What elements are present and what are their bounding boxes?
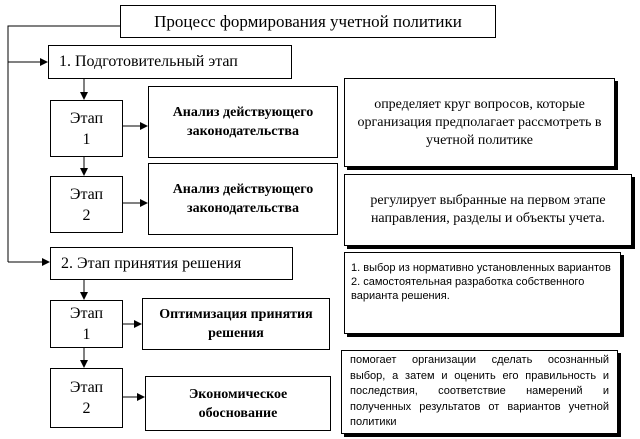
stage-word: Этап (69, 305, 104, 322)
stage-word: Этап (69, 109, 104, 127)
phase2-stage1-box (50, 300, 123, 348)
phase2-stage2-box (50, 368, 123, 428)
stage-word: Этап (69, 185, 104, 203)
stage-number: 1 (82, 130, 91, 148)
phase1-stage2-action: Анализ действующего законодательства (148, 163, 338, 235)
title-box (120, 5, 496, 38)
stage-number: 2 (82, 400, 91, 417)
phase1-box (48, 45, 292, 79)
phase1-label: 1. Подготовительный этап (59, 53, 238, 70)
phase1-stage2-box (50, 176, 123, 233)
stage-number: 2 (82, 206, 91, 224)
phase2-label: 2. Этап принятия решения (61, 254, 242, 272)
title-text: Процесс формирования учетной политики (154, 11, 462, 31)
phase2-stage2-action: Экономическое обоснование (145, 376, 331, 431)
phase2-stage2-description: помогает организации сделать осознанный выбор, а затем и оценить его правильность и последствия, соответствие намерений и полученных результатов от вариантов учетной политики (341, 350, 618, 434)
phase1-stage2-description: регулирует выбранные на первом этапе направления, разделы и объекты учета. (344, 174, 632, 246)
phase2-box (50, 247, 293, 280)
phase1-stage1-box (50, 100, 123, 157)
stage-number: 1 (82, 326, 91, 343)
phase2-stage1-action: Оптимизация принятия решения (142, 298, 330, 350)
phase2-stage1-description: 1. выбор из нормативно установленных вариантов 2. самостоятельная разработка собственного варианта решения. (344, 252, 621, 334)
stage-word: Этап (69, 379, 104, 396)
phase1-stage1-description: определяет круг вопросов, которые организация предполагает рассмотреть в учетной политике (344, 78, 615, 167)
phase1-stage1-action: Анализ действующего законодательства (148, 86, 338, 158)
